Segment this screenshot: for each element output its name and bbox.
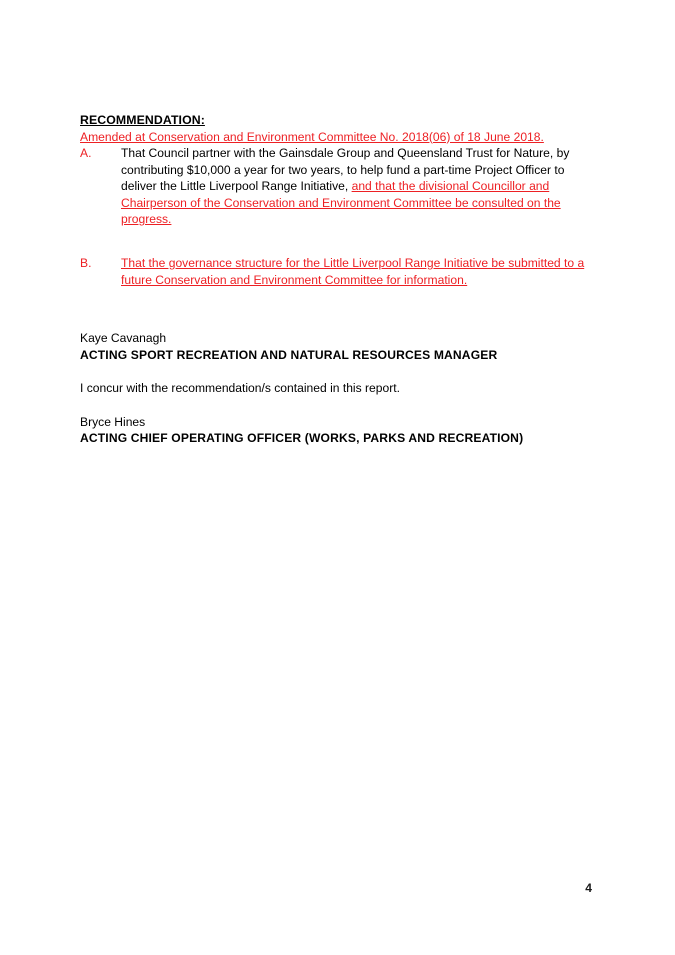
recommendation-spacer: [80, 228, 592, 255]
recommendation-body-b: [121, 255, 592, 288]
recommendation-item-b: [80, 255, 592, 288]
signatory-title-1: ACTING SPORT RECREATION AND NATURAL RESOURCES MANAGER: [80, 347, 498, 362]
recommendation-a-amended-text: and that the divisional Councillor and Chairperson of the Conservation and Environment Committee be consulted on the progress.: [121, 179, 561, 227]
amendment-note: Amended at Conservation and Environment Committee No. 2018(06) of 18 June 2018.: [80, 129, 544, 144]
recommendation-item-a: [80, 145, 592, 228]
signature-spacer-2: [80, 397, 592, 414]
recommendation-a-original-text: That Council partner with the Gainsdale Group and Queensland Trust for Nature, by contributing $10,000 a year for two years, to help fund a part-time Project Officer to deliver the Little Liverpool Range Initiative,: [121, 146, 570, 194]
signatory-title-2: ACTING CHIEF OPERATING OFFICER (WORKS, PARKS AND RECREATION): [80, 431, 524, 446]
signature-spacer-1: [80, 363, 592, 380]
recommendation-b-amended-text: That the governance structure for the Little Liverpool Range Initiative be submitted to a future Conservation and Environment Committee for information.: [121, 255, 585, 287]
recommendation-heading: RECOMMENDATION:: [80, 113, 205, 127]
recommendation-marker-a: A.: [80, 146, 92, 160]
signature-section: [80, 330, 592, 447]
signatory-name-1: Kaye Cavanagh: [80, 331, 167, 345]
recommendation-section: [80, 112, 592, 288]
page-number: 4: [585, 881, 592, 895]
recommendation-marker-b: B.: [80, 255, 92, 270]
recommendation-body-a: [121, 145, 592, 228]
concurrence-statement: I concur with the recommendation/s contained in this report.: [80, 381, 400, 396]
signatory-name-2: Bryce Hines: [80, 414, 146, 429]
